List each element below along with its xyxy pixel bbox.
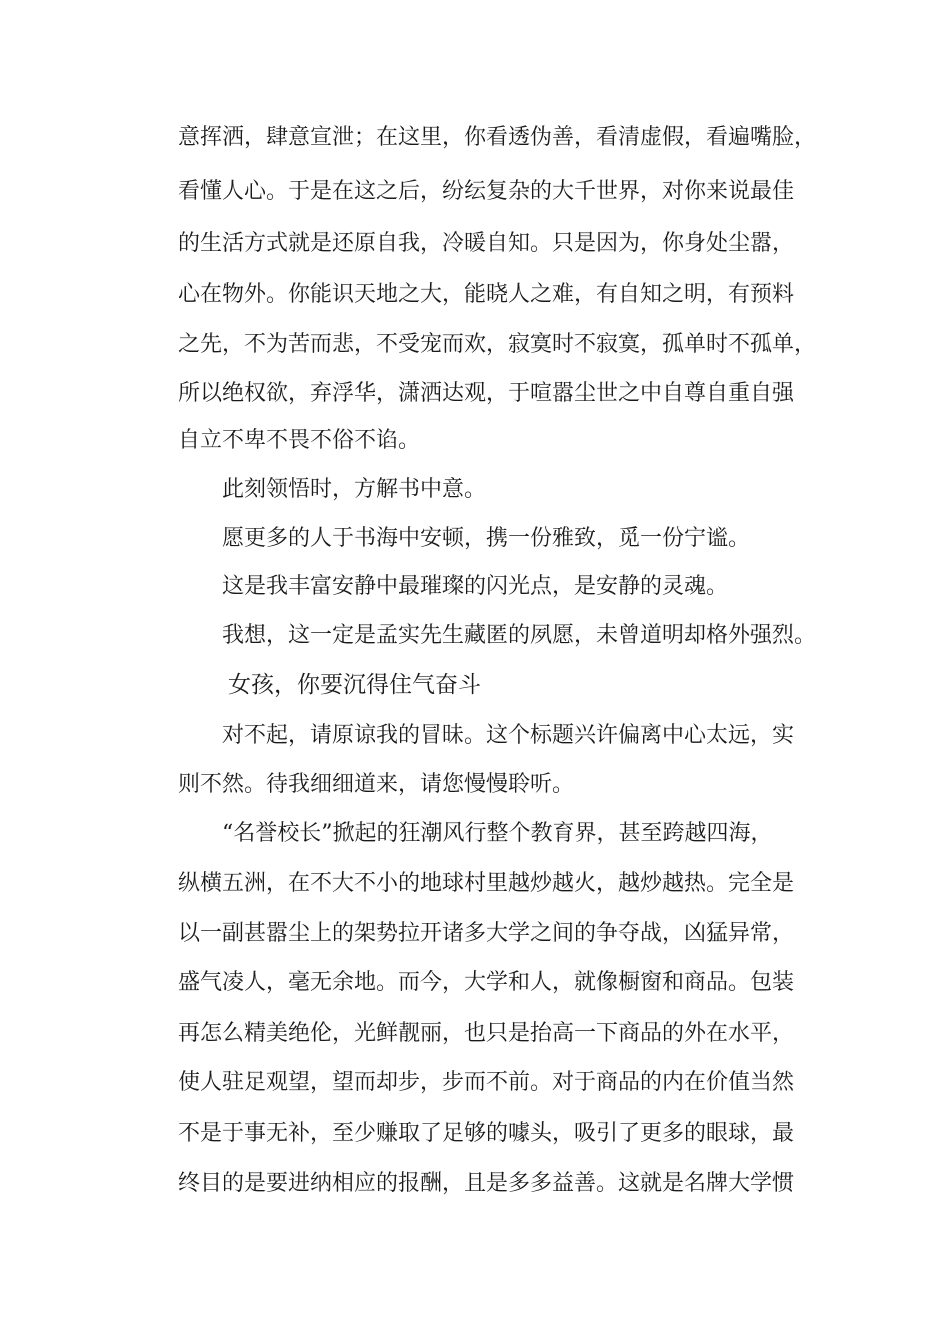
paragraph-line: 这是我丰富安静中最璀璨的闪光点，是安静的灵魂。	[222, 574, 729, 599]
text-line: 则不然。待我细细道来，请您慢慢聆听。	[178, 772, 575, 797]
paragraph-line: 对不起，请原谅我的冒昧。这个标题兴许偏离中心太远，实	[222, 723, 795, 748]
paragraph-line: “名誉校长”掀起的狂潮风行整个教育界，甚至跨越四海，	[222, 821, 773, 846]
text-line: 心在物外。你能识天地之大，能晓人之难，有自知之明，有预料	[178, 282, 795, 307]
text-line: 之先，不为苦而悲，不受宠而欢，寂寞时不寂寞，孤单时不孤单，	[178, 332, 817, 357]
text-line: 纵横五洲，在不大不小的地球村里越炒越火，越炒越热。完全是	[178, 871, 795, 896]
text-line: 使人驻足观望，望而却步，步而不前。对于商品的内在价值当然	[178, 1070, 795, 1095]
text-line: 所以绝权欲，弃浮华，潇洒达观，于喧嚣尘世之中自尊自重自强	[178, 381, 795, 406]
text-line: 终目的是要进纳相应的报酬，且是多多益善。这就是名牌大学惯	[178, 1171, 795, 1196]
text-line: 以一副甚嚣尘上的架势拉开诸多大学之间的争夺战，凶猛异常，	[178, 921, 795, 946]
paragraph-line: 我想，这一定是孟实先生藏匿的夙愿，未曾道明却格外强烈。	[222, 623, 817, 648]
text-line: 再怎么精美绝伦，光鲜靓丽，也只是抬高一下商品的外在水平，	[178, 1021, 795, 1046]
text-line: 意挥洒，肆意宣泄；在这里，你看透伪善，看清虚假，看遍嘴脸，	[178, 125, 817, 150]
section-heading: 女孩，你要沉得住气奋斗	[228, 672, 481, 698]
text-line: 看懂人心。于是在这之后，纷纭复杂的大千世界，对你来说最佳	[178, 179, 795, 204]
text-line: 的生活方式就是还原自我，冷暖自知。只是因为，你身处尘嚣，	[178, 231, 795, 256]
paragraph-line: 此刻领悟时，方解书中意。	[222, 477, 487, 502]
text-line: 不是于事无补，至少赚取了足够的噱头，吸引了更多的眼球，最	[178, 1121, 795, 1146]
text-line: 自立不卑不畏不俗不谄。	[178, 428, 421, 453]
text-line: 盛气凌人，毫无余地。而今，大学和人，就像橱窗和商品。包装	[178, 970, 795, 995]
paragraph-line: 愿更多的人于书海中安顿，携一份雅致，觅一份宁谧。	[222, 526, 751, 551]
